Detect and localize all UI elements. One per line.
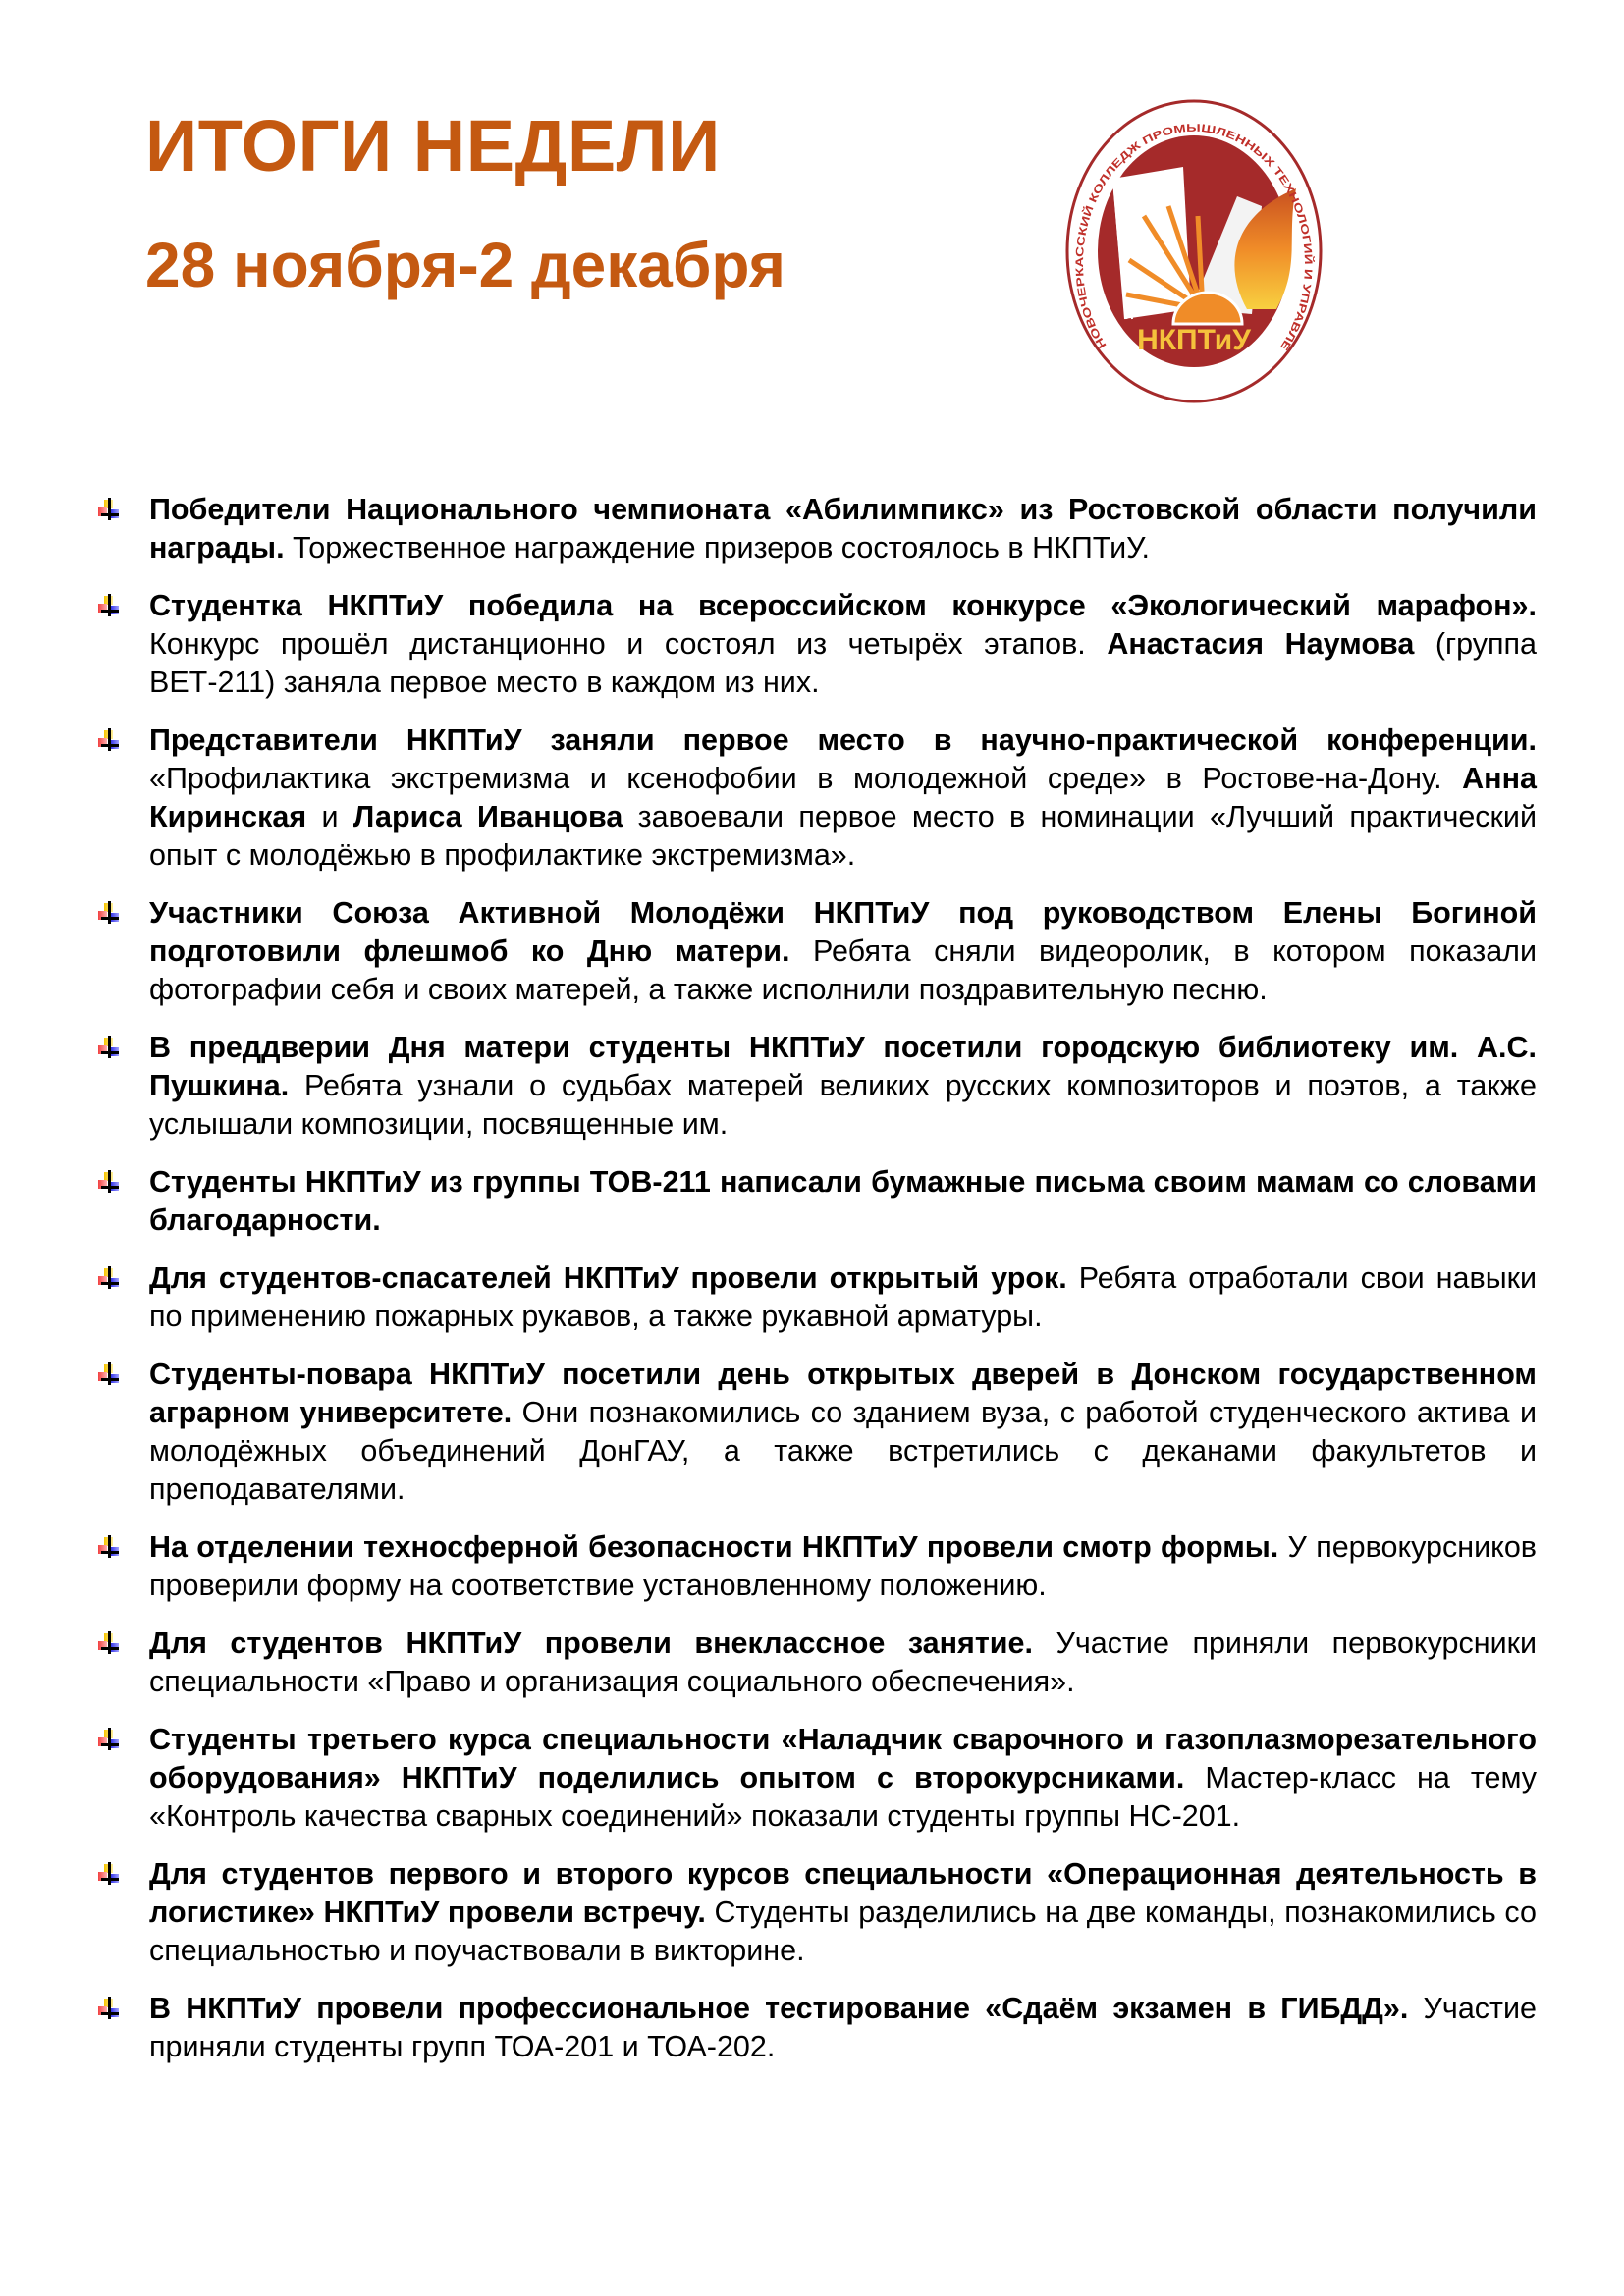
bullet-icon <box>98 1036 120 1057</box>
bullet-icon <box>98 1631 120 1653</box>
news-headline: Участники Союза Активной Молодёжи НКПТиУ под руководством Елены Богиной подготовили флешмоб ко Дню матери. <box>149 896 1537 968</box>
logo-ring-text: НОВОЧЕРКАССКИЙ КОЛЛЕДЖ ПРОМЫШЛЕННЫХ ТЕХНОЛОГИЙ И УПРАВЛЕНИЯ <box>1059 89 1315 350</box>
bullet-icon <box>98 1862 120 1884</box>
college-logo <box>1059 89 1323 404</box>
bullet-icon <box>98 1728 120 1749</box>
bullet-icon <box>98 594 120 615</box>
news-item <box>98 1990 1537 2066</box>
news-headline: Для студентов-спасателей НКПТиУ провели открытый урок. <box>149 1261 1067 1295</box>
bullet-icon <box>98 1266 120 1288</box>
news-text: Мастер-класс на тему «Контроль качества сварных соединений» показали студенты группы НС-201. <box>149 1761 1538 1833</box>
news-headline: В НКПТиУ провели профессиональное тестирование «Сдаём экзамен в ГИБДД». <box>149 1992 1409 2025</box>
page-title: ИТОГИ НЕДЕЛИ <box>145 105 721 187</box>
news-text: У первокурсников проверили форму на соответствие установленному положению. <box>149 1530 1537 1602</box>
news-item <box>98 1625 1537 1701</box>
news-text: Торжественное награждение призеров состоялось в НКПТиУ. <box>284 531 1150 564</box>
news-headline: Студентка НКПТиУ победила на всероссийском конкурсе «Экологический марафон». <box>149 589 1537 622</box>
news-headline: Для студентов НКПТиУ провели внеклассное занятие. <box>149 1627 1033 1660</box>
news-headline: Студенты НКПТиУ из группы ТОВ-211 написали бумажные письма своим мамам со словами благодарности. <box>149 1165 1537 1237</box>
news-item <box>98 1855 1537 1970</box>
news-text: и <box>306 800 353 833</box>
news-headline: Представители НКПТиУ заняли первое место в научно-практической конференции. <box>149 723 1537 757</box>
news-headline: Лариса Иванцова <box>352 800 623 833</box>
news-item <box>98 1029 1537 1144</box>
news-text: Ребята сняли видеоролик, в котором показали фотографии себя и своих матерей, а также исполнили поздравительную песню. <box>149 934 1537 1006</box>
logo-abbr: НКПТиУ <box>1137 324 1251 356</box>
news-text: Они познакомились со зданием вуза, с работой студенческого актива и молодёжных объединений ДонГАУ, а также встретились с деканами факультетов и преподавателями. <box>149 1396 1537 1506</box>
news-item <box>98 1528 1537 1605</box>
news-text: Ребята узнали о судьбах матерей великих русских композиторов и поэтов, а также услышали композиции, посвященные им. <box>149 1069 1537 1141</box>
news-text: Участие приняли первокурсники специальности «Право и организация социального обеспечения». <box>149 1627 1537 1698</box>
news-item <box>98 491 1537 567</box>
bullet-icon <box>98 498 120 519</box>
news-headline: Анна Киринская <box>149 762 1537 833</box>
news-item <box>98 1259 1537 1336</box>
news-item <box>98 1721 1537 1836</box>
news-text: (группа ВЕТ-211) заняла первое место в каждом из них. <box>149 627 1537 699</box>
news-item <box>98 1163 1537 1240</box>
news-item <box>98 894 1537 1009</box>
news-item <box>98 721 1537 875</box>
news-text: Студенты разделились на две команды, познакомились со специальностью и поучаствовали в викторине. <box>149 1896 1537 1967</box>
news-text: Конкурс прошёл дистанционно и состоял из четырёх этапов. <box>149 627 1108 661</box>
news-headline: Анастасия Наумова <box>1107 627 1415 661</box>
news-item <box>98 1356 1537 1509</box>
news-item <box>98 587 1537 702</box>
news-text: Участие приняли студенты групп ТОА-201 и ТОА-202. <box>149 1992 1538 2063</box>
news-text: завоевали первое место в номинации «Лучший практический опыт с молодёжью в профилактике экстремизма». <box>149 800 1537 872</box>
news-list <box>98 491 1537 2086</box>
date-range-subtitle: 28 ноября-2 декабря <box>145 230 785 300</box>
news-headline: В преддверии Дня матери студенты НКПТиУ посетили городскую библиотеку им. А.С. Пушкина. <box>149 1031 1537 1102</box>
news-headline: Победители Национального чемпионата «Абилимпикс» из Ростовской области получили награды. <box>149 493 1537 564</box>
bullet-icon <box>98 728 120 750</box>
news-headline: Студенты-повара НКПТиУ посетили день открытых дверей в Донском государственном аграрном университете. <box>149 1358 1537 1429</box>
news-headline: Для студентов первого и второго курсов специальности «Операционная деятельность в логистике» НКПТиУ провели встречу. <box>149 1857 1537 1929</box>
news-headline: Студенты третьего курса специальности «Наладчик сварочного и газоплазморезательного оборудования» НКПТиУ поделились опытом с второкурсниками. <box>149 1723 1537 1794</box>
bullet-icon <box>98 1362 120 1384</box>
bullet-icon <box>98 1997 120 2018</box>
news-text: Ребята отработали свои навыки по применению пожарных рукавов, а также рукавной арматуры. <box>149 1261 1537 1333</box>
news-headline: На отделении техносферной безопасности НКПТиУ провели смотр формы. <box>149 1530 1279 1564</box>
news-text: «Профилактика экстремизма и ксенофобии в молодежной среде» в Ростове-на-Дону. <box>149 762 1463 795</box>
bullet-icon <box>98 1170 120 1192</box>
bullet-icon <box>98 901 120 923</box>
bullet-icon <box>98 1535 120 1557</box>
